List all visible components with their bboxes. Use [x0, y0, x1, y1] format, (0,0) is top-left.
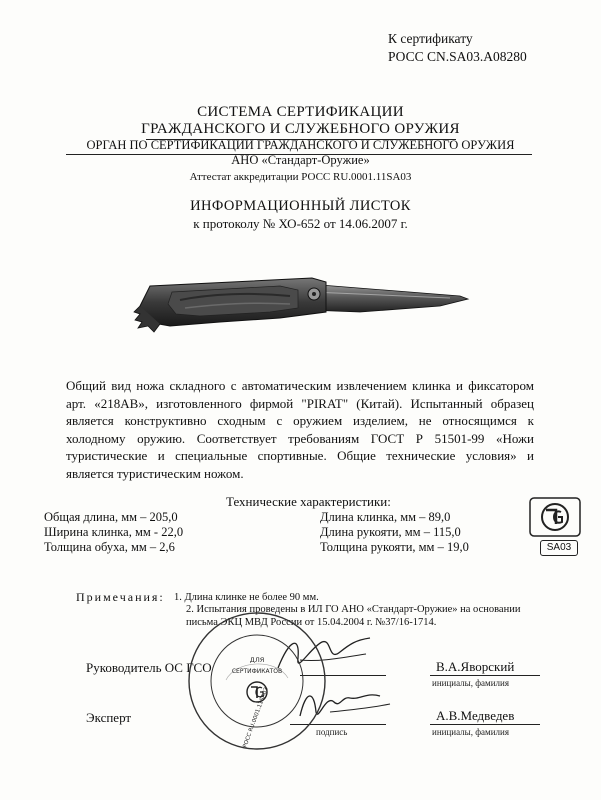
spec-handle-length: Длина рукояти, мм – 115,0	[320, 525, 461, 539]
info-sheet-title: ИНФОРМАЦИОННЫЙ ЛИСТОК	[190, 198, 411, 214]
expert-name-caption: инициалы, фамилия	[432, 727, 509, 737]
organization-stamp	[186, 610, 328, 752]
notes-label: Примечания:	[76, 590, 165, 604]
body-line2: АНО «Стандарт-Оружие»	[231, 153, 370, 167]
note-1: 1. Длина клинке не более 90 мм.	[174, 592, 319, 603]
expert-name: А.В.Медведев	[436, 708, 515, 723]
specs-left-column	[44, 510, 183, 555]
head-role: Руководитель ОС ГСО	[86, 660, 212, 675]
expert-role: Эксперт	[86, 710, 132, 725]
certificate-ref-line1: К сертификату	[388, 31, 473, 46]
stamp-inner-top: ДЛЯ	[249, 656, 265, 664]
spec-spine-thickness: Толщина обуха, мм – 2,6	[44, 540, 175, 554]
spec-handle-thickness: Толщина рукояти, мм – 19,0	[320, 540, 469, 554]
certificate-reference	[388, 30, 527, 66]
note-2a: 2. Испытания проведены в ИЛ ГО АНО «Стандарт-Оружие» на основании	[186, 604, 521, 615]
head-name-line	[430, 675, 540, 676]
spec-blade-width: Ширина клинка, мм - 22,0	[44, 525, 184, 539]
spec-total-length: Общая длина, мм – 205,0	[44, 510, 178, 524]
certification-body	[0, 138, 601, 168]
mark-code: SA03	[540, 540, 578, 556]
expert-name-line	[430, 724, 540, 725]
system-line1: СИСТЕМА СЕРТИФИКАЦИИ	[197, 104, 404, 120]
note-2b: письма ЭКЦ МВД России от 15.04.2004 г. №37/16-1714.	[186, 617, 437, 628]
product-description: Общий вид ножа складного с автоматическим извлечением клинка и фиксатором арт. «218АВ», изготовленного фирмой "PIRAT" (Китай). Испытанный образец является конструктивно сходным с оружием изделием, не относящимся к холодному оружию. Соответствует требованиям ГОСТ Р 51501-99 «Ножи туристические и специальные спортивные. Общие технические условия» и является туристическим ножом.	[66, 378, 534, 481]
protocol-reference: к протоколу № ХО-652 от 14.06.2007 г.	[193, 216, 408, 231]
spec-blade-length: Длина клинка, мм – 89,0	[320, 510, 451, 524]
specs-title: Технические характеристики:	[226, 494, 391, 509]
stamp-registration: РОСС RU.0001.11SA03	[242, 686, 270, 749]
expert-sign-caption: подпись	[316, 727, 348, 737]
accreditation-line: Аттестат аккредитации РОСС RU.0001.11SA03	[189, 171, 412, 183]
certification-system-title	[0, 104, 601, 138]
specs-right-column	[320, 510, 469, 555]
knife-photo	[130, 266, 470, 341]
body-line1: ОРГАН ПО СЕРТИФИКАЦИИ ГРАЖДАНСКОГО И СЛУЖЕБНОГО ОРУЖИЯ	[86, 138, 515, 152]
head-name-caption: инициалы, фамилия	[432, 678, 509, 688]
head-name: В.А.Яворский	[436, 659, 515, 674]
header-rule-2	[66, 154, 532, 155]
system-line2: ГРАЖДАНСКОГО И СЛУЖЕБНОГО ОРУЖИЯ	[141, 121, 460, 137]
certificate-ref-number: РОСС CN.SA03.A08280	[388, 49, 527, 64]
stamp-inner-mid: СЕРТИФИКАТОВ	[231, 668, 283, 675]
